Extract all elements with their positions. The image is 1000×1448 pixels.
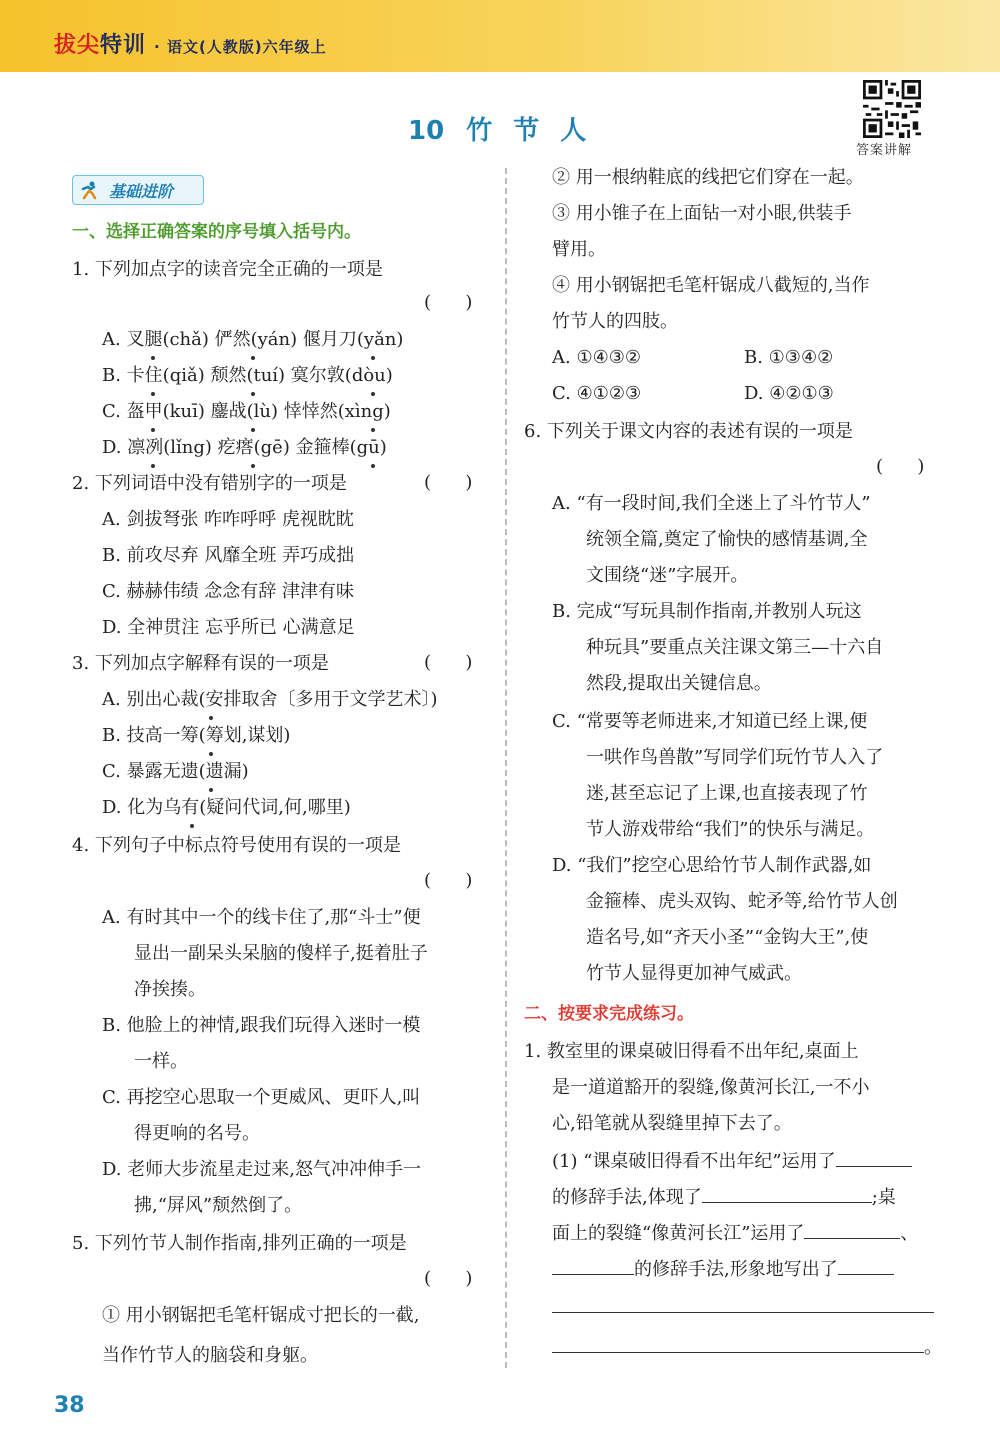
answer-bracket-q5[interactable]: ( ) (424, 1268, 473, 1289)
qr-label: 答案讲解 (856, 143, 913, 158)
subquestion-1-line3 (552, 1220, 918, 1246)
section-badge (72, 175, 204, 205)
q4-option-c-line2: 得更响的名号。 (134, 1123, 260, 1144)
emphasis-dot (190, 824, 194, 828)
q6-option-d-line1: D. “我们”挖空心思给竹节人制作武器,如 (552, 855, 872, 876)
runner-icon (79, 180, 99, 200)
answer-blank[interactable] (838, 1256, 894, 1275)
subquestion-1-text2: 的修辞手法,体现了 (552, 1187, 702, 1208)
answer-blank[interactable] (804, 1220, 900, 1239)
q5-step-3-line1: ③ 用小锥子在上面钻一对小眼,供装手 (552, 203, 852, 224)
q1-option-d: D. 凛冽(lǐng) 疙瘩(gē) 金箍棒(gū) (102, 437, 387, 458)
subquestion-1-end: 。 (924, 1337, 942, 1358)
q4-option-a-line3: 净挨揍。 (134, 979, 206, 1000)
lesson-number: 10 (408, 116, 445, 146)
lesson-title (408, 110, 592, 147)
answer-blank[interactable] (836, 1148, 912, 1167)
q6-option-b-line2: 种玩具”要重点关注课文第三—十六自 (586, 637, 884, 658)
q3-option-d: D. 化为乌有(疑问代词,何,哪里) (102, 797, 351, 818)
q5-step-3-line2: 臂用。 (552, 239, 606, 260)
answer-blank[interactable] (552, 1256, 634, 1275)
answer-blank[interactable] (552, 1294, 934, 1313)
answer-bracket-q4[interactable]: ( ) (424, 870, 473, 891)
subquestion-1-line1 (552, 1148, 912, 1174)
header-bar (0, 0, 1000, 72)
q4-option-a-line2: 显出一副呆头呆脑的傻样子,挺着肚子 (134, 943, 428, 964)
question-4: 4. 下列句子中标点符号使用有误的一项是 (72, 835, 401, 856)
passage-line3: 心,铅笔就从裂缝里掉下去了。 (552, 1113, 792, 1134)
question-2: 2. 下列词语中没有错别字的一项是 (72, 473, 347, 494)
question-5: 5. 下列竹节人制作指南,排列正确的一项是 (72, 1233, 407, 1254)
answer-bracket-q2[interactable]: ( ) (424, 472, 473, 493)
answer-bracket-q6[interactable]: ( ) (876, 456, 925, 477)
passage-line1: 1. 教室里的课桌破旧得看不出年纪,桌面上 (524, 1041, 859, 1062)
q6-option-c-line2: 一哄作鸟兽散”写同学们玩竹节人入了 (586, 747, 884, 768)
q6-option-a-line1: A. “有一段时间,我们全迷上了斗竹节人” (552, 493, 871, 514)
emphasis-dot (151, 392, 155, 396)
q2-option-a: A. 剑拔弩张 咋咋呼呼 虎视眈眈 (102, 509, 354, 530)
subquestion-1-line6 (552, 1334, 942, 1360)
q4-option-b-line1: B. 他脸上的神情,跟我们玩得入迷时一模 (102, 1015, 421, 1036)
q5-option-d: D. ④②①③ (744, 383, 834, 404)
q4-option-c-line1: C. 再挖空心思取一个更威风、更吓人,叫 (102, 1087, 421, 1108)
emphasis-dot (371, 428, 375, 432)
book-brand (54, 28, 327, 59)
question-3: 3. 下列加点字解释有误的一项是 (72, 653, 329, 674)
q6-option-c-line4: 节人游戏带给“我们”的快乐与满足。 (586, 819, 875, 840)
answer-bracket-q1[interactable]: ( ) (424, 292, 473, 313)
book-subtitle: · 语文(人教版)六年级上 (154, 38, 327, 56)
subquestion-1-text6: 的修辞手法,形象地写出了 (634, 1259, 838, 1280)
section-1-heading: 一、选择正确答案的序号填入括号内。 (72, 222, 361, 242)
q3-option-c: C. 暴露无遗(遗漏) (102, 761, 249, 782)
q5-option-c: C. ④①②③ (552, 383, 642, 404)
subquestion-1-text5: 、 (900, 1223, 919, 1244)
lesson-name: 竹 节 人 (466, 116, 593, 146)
q6-option-a-line3: 文围绕“迷”字展开。 (586, 565, 749, 586)
q6-option-b-line1: B. 完成“写玩具制作指南,并教别人玩这 (552, 601, 862, 622)
q2-option-d: D. 全神贯注 忘乎所已 心满意足 (102, 617, 355, 638)
brand-part2: 特训 (100, 33, 147, 58)
q4-option-d-line1: D. 老师大步流星走过来,怒气冲冲伸手一 (102, 1159, 421, 1180)
q6-option-c-line3: 迷,甚至忘记了上课,也直接表现了竹 (586, 783, 868, 804)
q3-option-a: A. 别出心裁(安排取舍〔多用于文学艺术〕) (102, 689, 438, 710)
emphasis-dot (371, 464, 375, 468)
q5-step-4-line1: ④ 用小钢锯把毛笔杆锯成八截短的,当作 (552, 275, 870, 296)
emphasis-dot (371, 356, 375, 360)
q4-option-d-line2: 拂,“屏风”颓然倒了。 (134, 1195, 303, 1216)
q6-option-d-line4: 竹节人显得更加神气威武。 (586, 963, 802, 984)
answer-bracket-q3[interactable]: ( ) (424, 652, 473, 673)
q5-step-1-line2: 当作竹节人的脑袋和身躯。 (102, 1345, 318, 1366)
q2-option-c: C. 赫赫伟绩 念念有辞 津津有味 (102, 581, 355, 602)
brand-part1: 拔尖 (54, 33, 101, 58)
section-2-heading: 二、按要求完成练习。 (524, 1004, 694, 1024)
q6-option-a-line2: 统领全篇,奠定了愉快的感情基调,全 (586, 529, 868, 550)
subquestion-1-line2 (552, 1184, 896, 1210)
emphasis-dot (371, 392, 375, 396)
subquestion-1-line4 (552, 1256, 894, 1282)
q6-option-d-line3: 造名号,如“齐天小圣”“金钩大王”,使 (586, 927, 869, 948)
passage-line2: 是一道道豁开的裂缝,像黄河长江,一不小 (552, 1077, 870, 1098)
subquestion-1-line5 (552, 1294, 934, 1320)
emphasis-dot (251, 428, 255, 432)
q1-option-c: C. 盔甲(kuī) 鏖战(lù) 悻悻然(xìng) (102, 401, 391, 422)
emphasis-dot (209, 752, 213, 756)
emphasis-dot (151, 464, 155, 468)
subquestion-1-text4: 面上的裂缝“像黄河长江”运用了 (552, 1223, 805, 1244)
answer-blank[interactable] (702, 1184, 872, 1203)
emphasis-dot (251, 464, 255, 468)
q4-option-a-line1: A. 有时其中一个的线卡住了,那“斗士”便 (102, 907, 421, 928)
q5-option-b: B. ①③④② (744, 347, 834, 368)
answer-blank[interactable] (552, 1334, 924, 1353)
question-1: 1. 下列加点字的读音完全正确的一项是 (72, 259, 383, 280)
column-divider (505, 168, 507, 1368)
q6-option-d-line2: 金箍棒、虎头双钩、蛇矛等,给竹节人创 (586, 891, 898, 912)
qr-code-icon (862, 80, 922, 138)
q5-option-a: A. ①④③② (552, 347, 641, 368)
q6-option-b-line3: 然段,提取出关键信息。 (586, 673, 772, 694)
emphasis-dot (209, 716, 213, 720)
emphasis-dot (209, 788, 213, 792)
q5-step-2: ② 用一根纳鞋底的线把它们穿在一起。 (552, 167, 864, 188)
q5-step-1-line1: ① 用小钢锯把毛笔杆锯成寸把长的一截, (102, 1305, 420, 1326)
emphasis-dot (151, 428, 155, 432)
badge-label: 基础进阶 (109, 182, 174, 201)
page-number: 38 (54, 1393, 85, 1418)
q6-option-c-line1: C. “常要等老师进来,才知道已经上课,便 (552, 711, 868, 732)
q2-option-b: B. 前攻尽弃 风靡全班 弄巧成拙 (102, 545, 355, 566)
subquestion-1-text3: ;桌 (871, 1187, 896, 1208)
emphasis-dot (151, 356, 155, 360)
q5-step-4-line2: 竹节人的四肢。 (552, 311, 678, 332)
emphasis-dot (251, 392, 255, 396)
q1-option-b: B. 卡住(qiǎ) 颓然(tuí) 寞尔敦(dòu) (102, 365, 393, 386)
q3-option-b: B. 技高一筹(筹划,谋划) (102, 725, 291, 746)
q4-option-b-line2: 一样。 (134, 1051, 188, 1072)
question-6: 6. 下列关于课文内容的表述有误的一项是 (524, 421, 853, 442)
subquestion-1-text: (1) “课桌破旧得看不出年纪”运用了 (552, 1151, 836, 1172)
emphasis-dot (251, 356, 255, 360)
q1-option-a: A. 叉腿(chǎ) 俨然(yán) 偃月刀(yǎn) (102, 329, 404, 350)
